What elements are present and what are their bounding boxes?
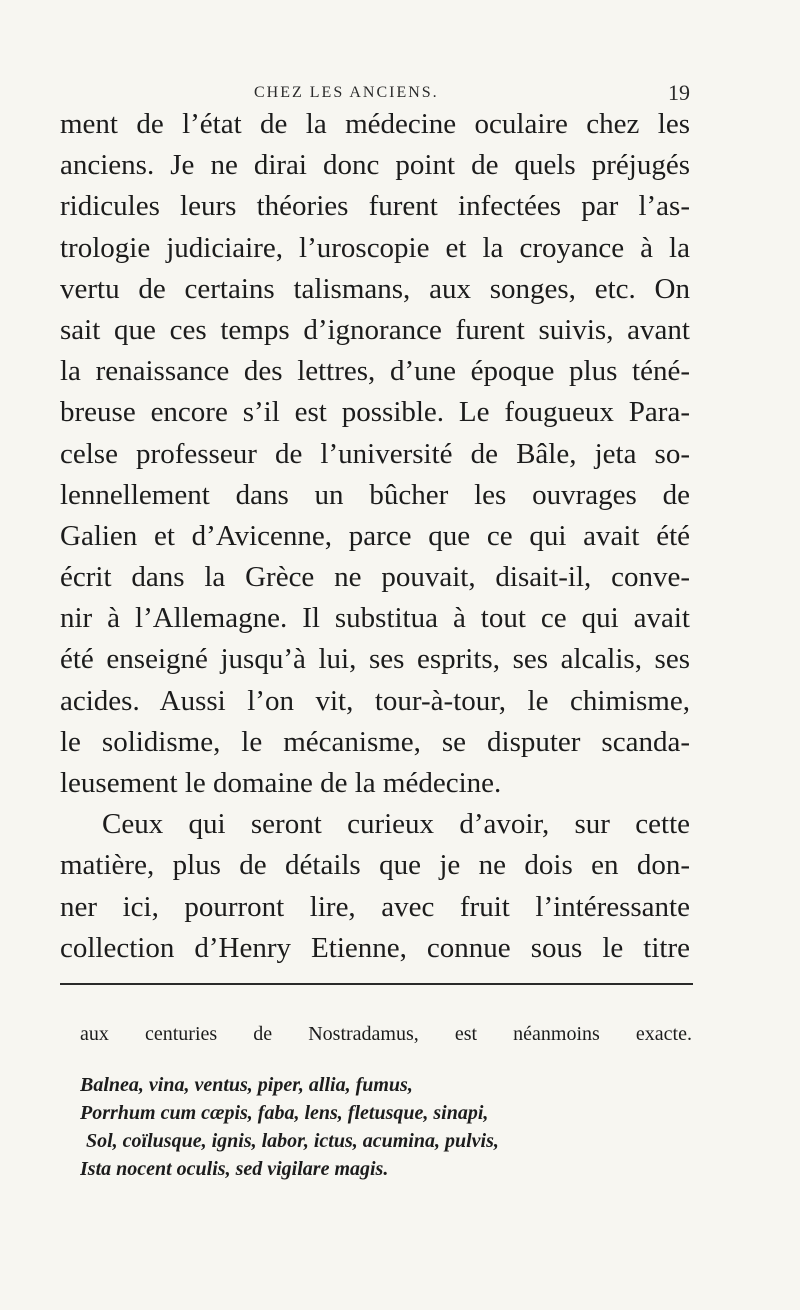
verse-line: Porrhum cum cæpis, faba, lens, fletusque, sinapi, — [80, 1102, 489, 1124]
footnote — [80, 1020, 692, 1183]
verse-line: Ista nocent oculis, sed vigilare magis. — [80, 1158, 389, 1180]
text-line: matière, plus de détails que je ne dois en don- — [60, 849, 690, 882]
running-head: CHEZ LES ANCIENS. — [254, 84, 439, 101]
text-line: celse professeur de l’université de Bâle, jeta so- — [60, 437, 690, 470]
text-line: ridicules leurs théories furent infectées par l’as- — [60, 190, 690, 223]
text-line: ment de l’état de la médecine oculaire chez les — [60, 108, 690, 140]
text-line: acides. Aussi l’on vit, tour-à-tour, le chimisme, — [60, 684, 690, 717]
verse-line: Balnea, vina, ventus, piper, allia, fumus, — [80, 1074, 413, 1096]
text-line: lennellement dans un bûcher les ouvrages de — [60, 478, 690, 511]
text-line: nir à l’Allemagne. Il substitua à tout ce qui avait — [60, 602, 690, 635]
text-line: leusement le domaine de la médecine. — [60, 767, 502, 799]
footnote-continuation: aux centuries de Nostradamus, est néanmoins exacte. — [80, 1023, 692, 1045]
text-line: breuse encore s’il est possible. Le fougueux Para- — [60, 396, 690, 429]
text-line: la renaissance des lettres, d’une époque plus téné- — [60, 355, 690, 388]
text-line: Ceux qui seront curieux d’avoir, sur cette — [102, 808, 690, 841]
footnote-rule — [60, 983, 693, 985]
main-text — [60, 104, 690, 969]
verse-line: Sol, coïlusque, ignis, labor, ictus, acumina, pulvis, — [86, 1130, 499, 1152]
text-line: vertu de certains talismans, aux songes, etc. On — [60, 272, 690, 305]
text-line: été enseigné jusqu’à lui, ses esprits, ses alcalis, ses — [60, 643, 690, 676]
text-line: écrit dans la Grèce ne pouvait, disait-il, conve- — [60, 561, 690, 594]
text-line: ner ici, pourront lire, avec fruit l’intéressante — [60, 890, 690, 923]
text-line: le solidisme, le mécanisme, se disputer scanda- — [60, 725, 690, 758]
text-line: sait que ces temps d’ignorance furent suivis, avant — [60, 313, 690, 346]
text-line: collection d’Henry Etienne, connue sous le titre — [60, 931, 690, 964]
text-line: Galien et d’Avicenne, parce que ce qui avait été — [60, 519, 690, 552]
text-line: trologie judiciaire, l’uroscopie et la croyance à la — [60, 231, 690, 264]
page-number: 19 — [668, 80, 690, 105]
text-line: anciens. Je ne dirai donc point de quels préjugés — [60, 149, 690, 182]
